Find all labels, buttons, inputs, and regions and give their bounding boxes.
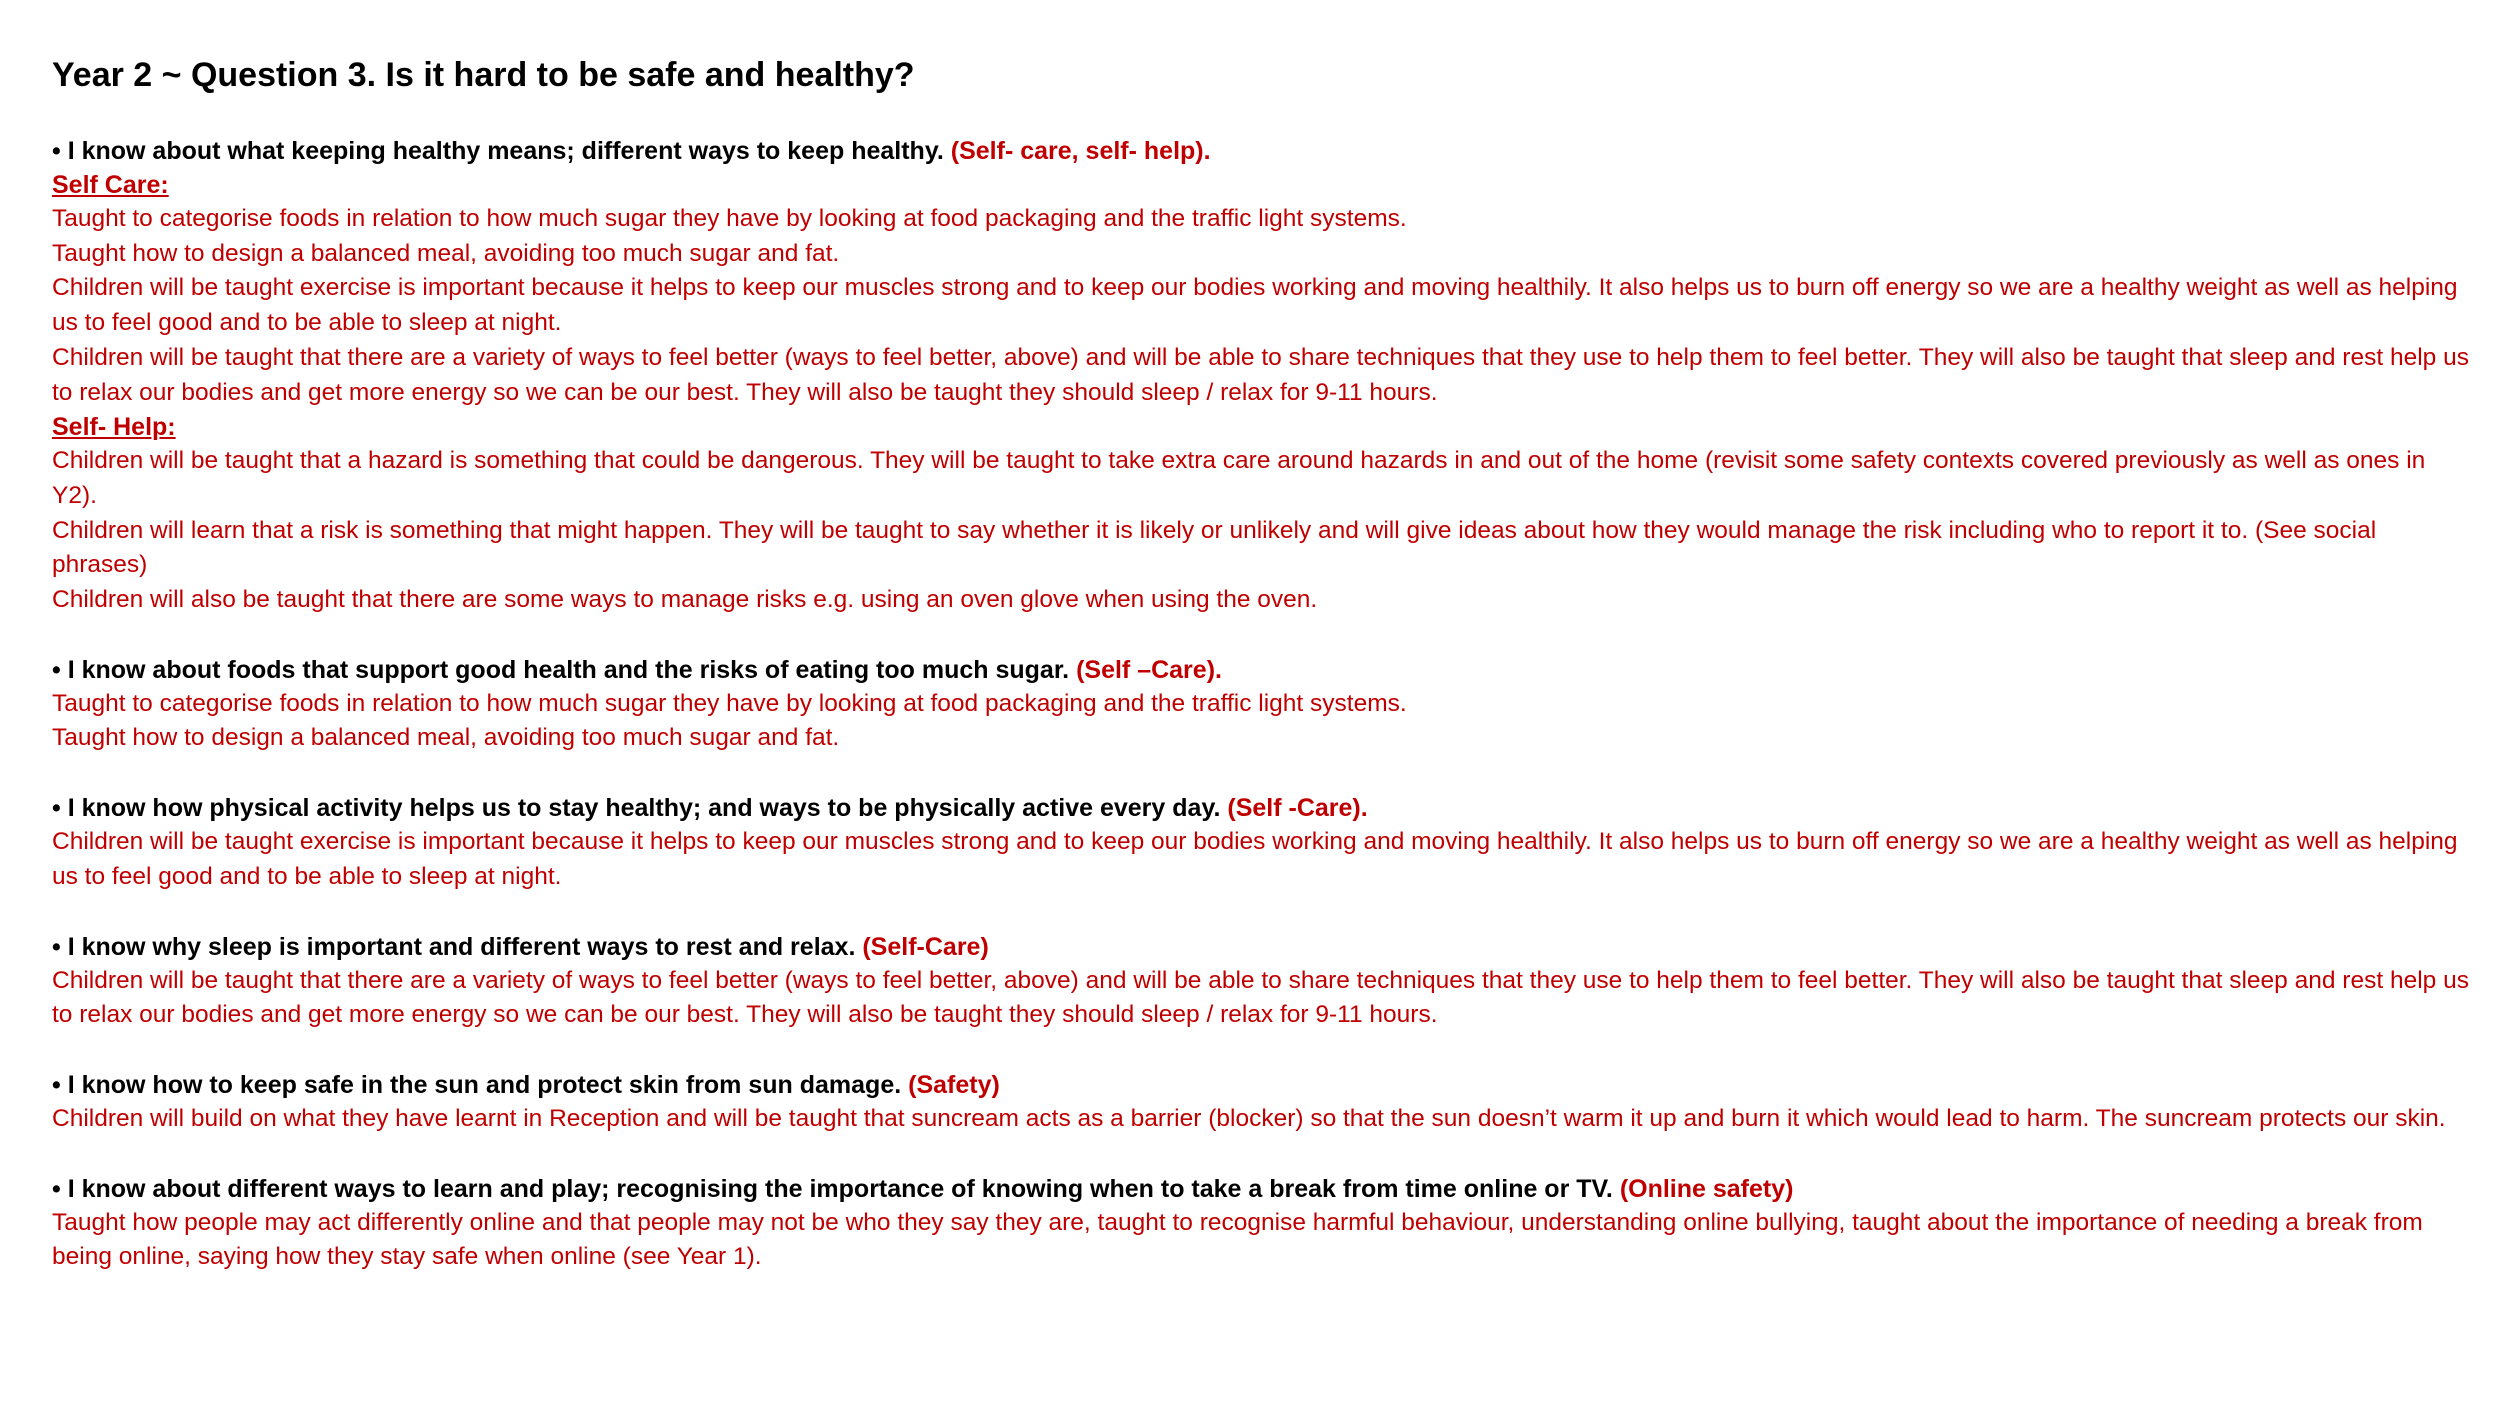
document-page	[52, 52, 2472, 1310]
self-care-label: Self Care:	[52, 171, 169, 199]
category-tag: (Self –Care).	[1076, 655, 1222, 684]
section-sun-safety	[52, 1068, 2472, 1137]
paragraph: Taught how people may act differently online and that people may not be who they say they are, taught to recognise harmful behaviour, understanding online bullying, taught about the importance of needing a break from being online, saying how they stay safe when online (see Year 1).	[52, 1208, 2423, 1271]
category-tag: (Safety)	[908, 1070, 1000, 1099]
section-heading	[52, 930, 2472, 964]
page-title: Year 2 ~ Question 3. Is it hard to be safe and healthy?	[52, 56, 915, 94]
section-sleep-rest	[52, 930, 2472, 1033]
category-tag: (Self -Care).	[1227, 794, 1368, 823]
section-online-safety	[52, 1172, 2472, 1275]
self-help-label: Self- Help:	[52, 413, 176, 442]
section-heading	[52, 134, 2472, 168]
bullet-text: • I know how to keep safe in the sun and protect skin from sun damage.	[52, 1070, 902, 1099]
paragraph: Children will learn that a risk is something that might happen. They will be taught to say whether it is likely or unlikely and will give ideas about how they would manage the risk including who to report it to. (See social phrases)	[52, 516, 2377, 579]
paragraph: Taught to categorise foods in relation to how much sugar they have by looking at food packaging and the traffic light systems.	[52, 205, 1407, 232]
paragraph: Children will be taught exercise is important because it helps to keep our muscles strong and to keep our bodies working and moving healthily. It also helps us to burn off energy so we are a healthy weight as well as helping us to feel good and to be able to sleep at night.	[52, 274, 2458, 337]
paragraph: Children will build on what they have learnt in Reception and will be taught that suncream acts as a barrier (blocker) so that the sun doesn’t warm it up and burn it which would lead to harm. The suncream protects our skin.	[52, 1104, 2446, 1132]
section-keeping-healthy	[52, 134, 2472, 618]
paragraph: Children will be taught exercise is important because it helps to keep our muscles strong and to keep our bodies working and moving healthily. It also helps us to burn off energy so we are a healthy weight as well as helping us to feel good and to be able to sleep at night.	[52, 828, 2458, 890]
paragraph: Children will be taught that there are a variety of ways to feel better (ways to feel better, above) and will be able to share techniques that they use to help them to feel better. They will also be taught that sleep and rest help us to relax our bodies and get more energy so we can be our best. They will also be taught they should sleep / relax for 9-11 hours.	[52, 966, 2469, 1029]
section-heading	[52, 1172, 2472, 1206]
paragraph: Children will be taught that there are a variety of ways to feel better (ways to feel better, above) and will be able to share techniques that they use to help them to feel better. They will also be taught that sleep and rest help us to relax our bodies and get more energy so we can be our best. They will also be taught they should sleep / relax for 9-11 hours.	[52, 343, 2469, 406]
paragraph: Taught how to design a balanced meal, avoiding too much sugar and fat.	[52, 239, 840, 267]
paragraph: Taught how to design a balanced meal, avoiding too much sugar and fat.	[52, 724, 840, 752]
section-physical-activity	[52, 791, 2472, 894]
paragraph: Taught to categorise foods in relation to how much sugar they have by looking at food packaging and the traffic light systems.	[52, 689, 1407, 717]
section-foods-sugar	[52, 653, 2472, 756]
paragraph: Children will be taught that a hazard is something that could be dangerous. They will be taught to take extra care around hazards in and out of the home (revisit some safety contexts covered previously as well as ones in Y2).	[52, 447, 2426, 509]
section-heading	[52, 791, 2472, 825]
bullet-text: • I know about foods that support good health and the risks of eating too much sugar.	[52, 655, 1070, 684]
bullet-text: • I know about different ways to learn and play; recognising the importance of knowing when to take a break from time online or TV.	[52, 1174, 1613, 1203]
paragraph: Children will also be taught that there are some ways to manage risks e.g. using an oven glove when using the oven.	[52, 586, 1318, 614]
section-heading	[52, 653, 2472, 687]
bullet-text: • I know how physical activity helps us to stay healthy; and ways to be physically active every day.	[52, 794, 1221, 823]
section-heading	[52, 1068, 2472, 1102]
bullet-text: • I know about what keeping healthy means; different ways to keep healthy.	[52, 137, 944, 165]
bullet-text: • I know why sleep is important and different ways to rest and relax.	[52, 932, 856, 961]
category-tag: (Self- care, self- help).	[950, 137, 1211, 165]
category-tag: (Online safety)	[1619, 1174, 1794, 1203]
category-tag: (Self-Care)	[862, 932, 989, 961]
